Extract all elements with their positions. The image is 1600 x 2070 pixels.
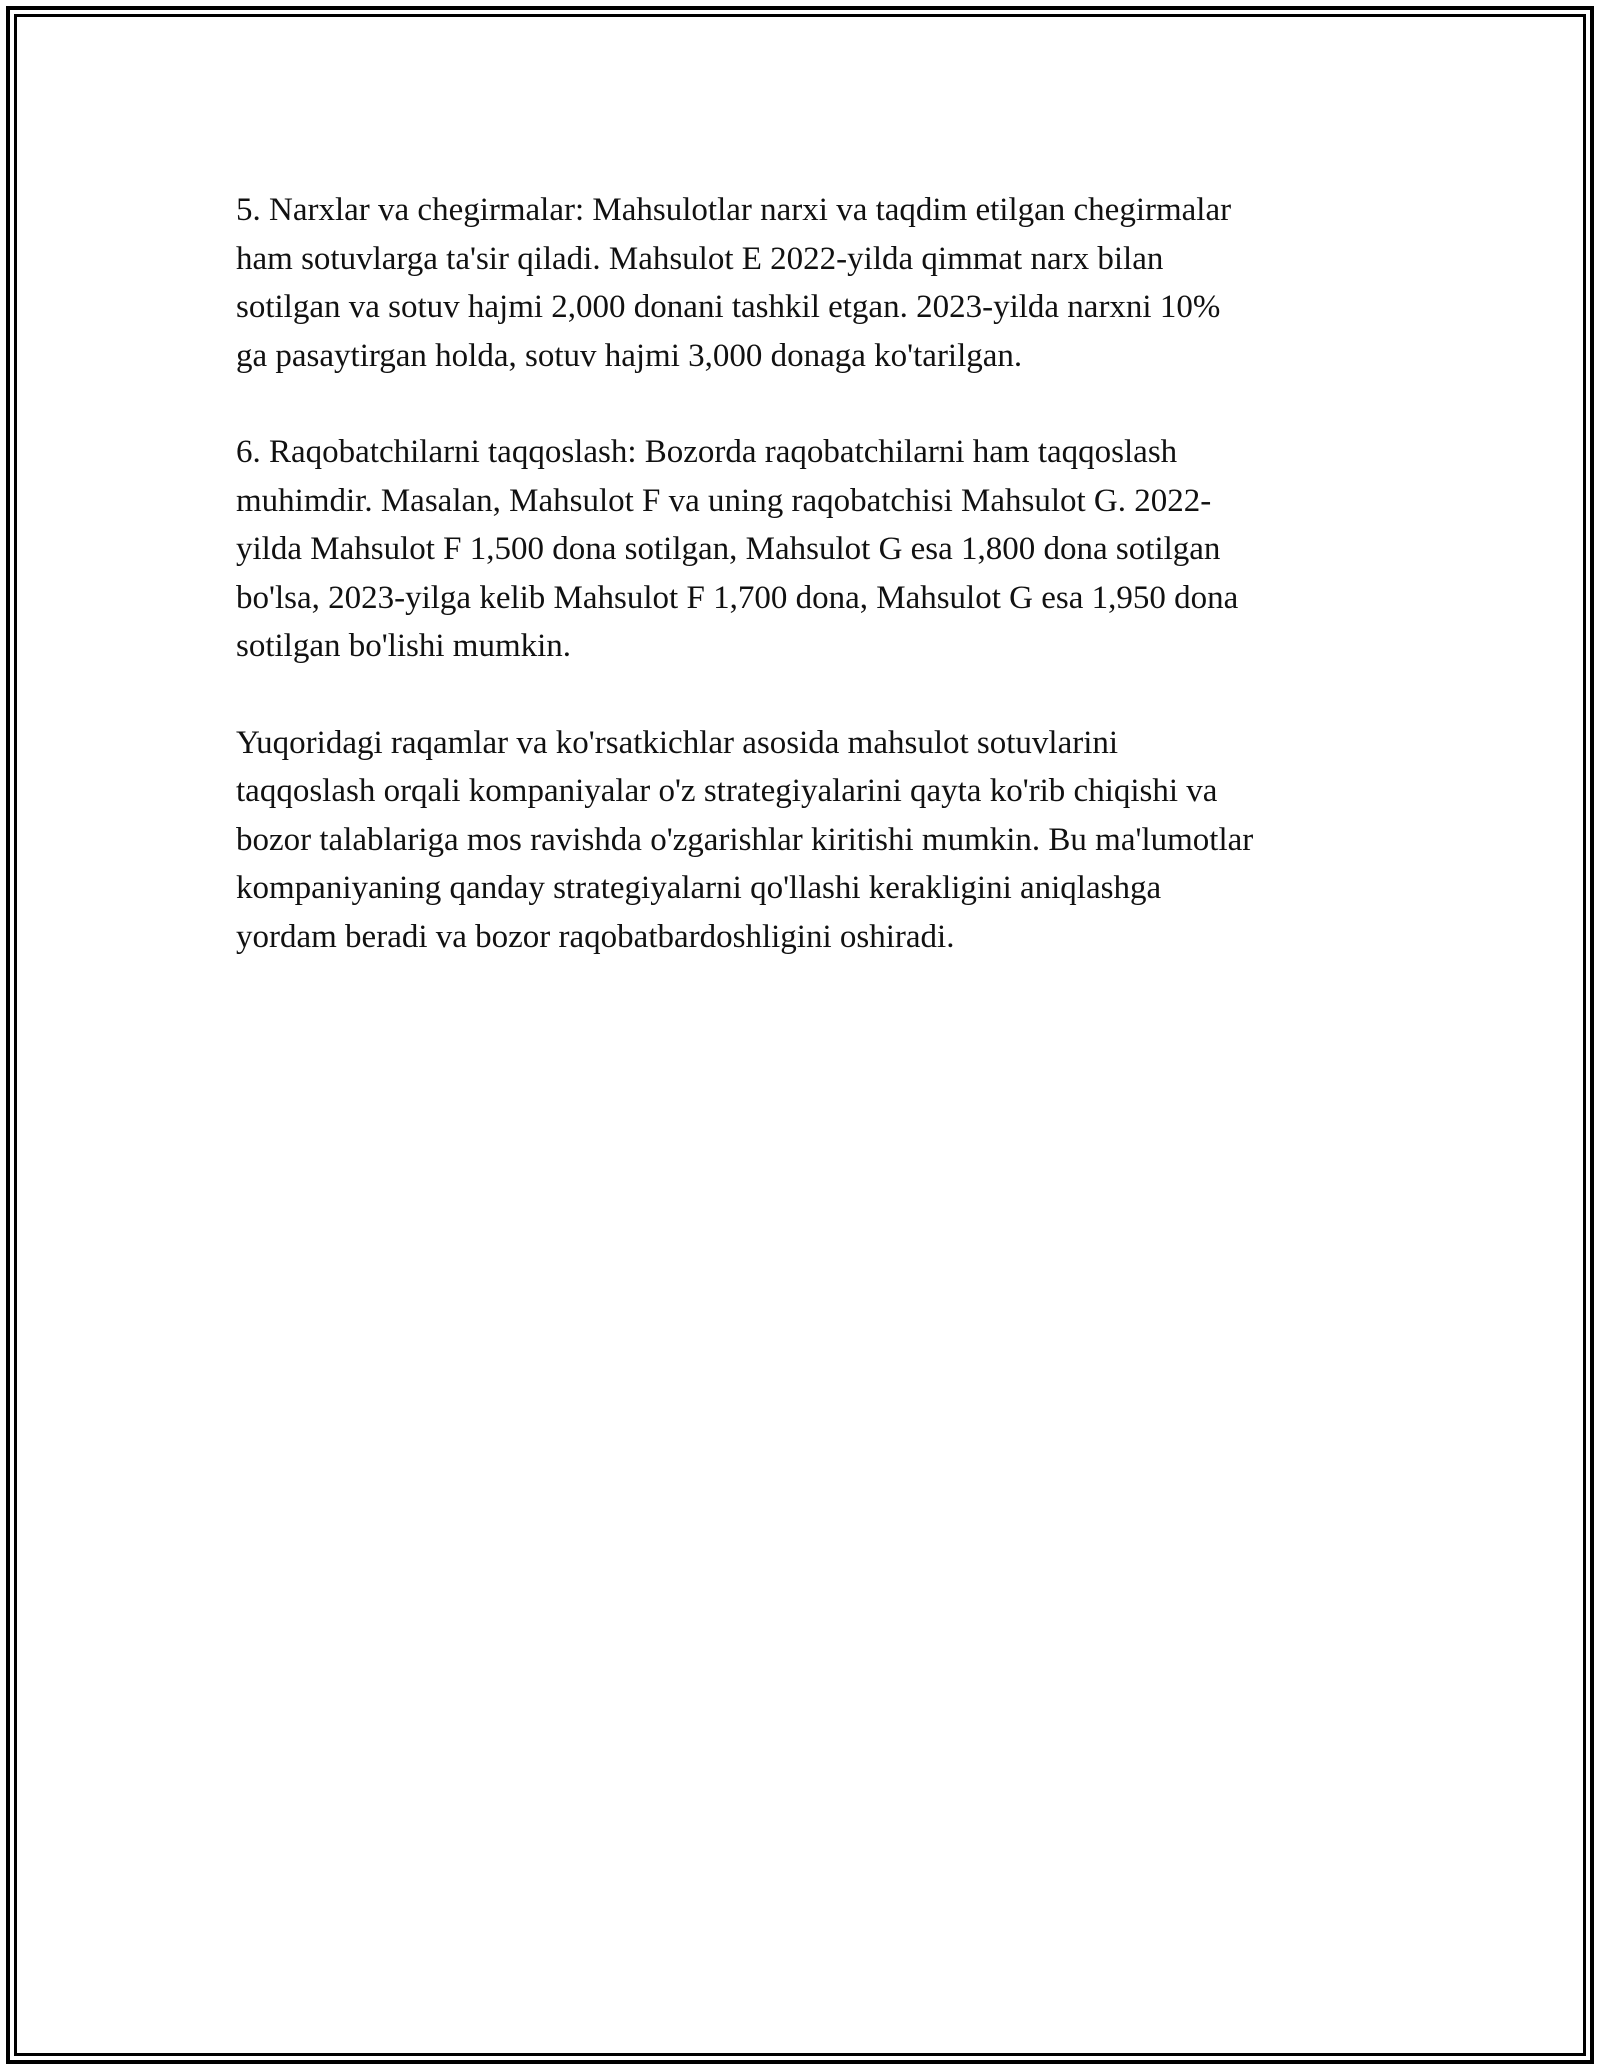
paragraph-conclusion: Yuqoridagi raqamlar va ko'rsatkichlar asosida mahsulot sotuvlarini taqqoslash orqali kompaniyalar o'z strategiyalarini qayta ko'rib chiqishi va bozor talablariga mos ravishda o'zgarishlar kiritishi mumkin. Bu ma'lumotlar kompaniyaning qanday strategiyalarni qo'llashi kerakligini aniqlashga yordam beradi va bozor raqobatbardoshligini oshiradi.	[236, 724, 1254, 955]
document-body	[236, 186, 1376, 1009]
paragraph-pricing-discounts: 5. Narxlar va chegirmalar: Mahsulotlar narxi va taqdim etilgan chegirmalar ham sotuvlarga ta'sir qiladi. Mahsulot E 2022-yilda qimmat narx bilan sotilgan va sotuv hajmi 2,000 donani tashkil etgan. 2023-yilda narxni 10% ga pasaytirgan holda, sotuv hajmi 3,000 donaga ko'tarilgan.	[236, 192, 1232, 374]
paragraph-competitor-comparison: 6. Raqobatchilarni taqqoslash: Bozorda raqobatchilarni ham taqqoslash muhimdir. Masalan, Mahsulot F va uning raqobatchisi Mahsulot G. 2022- yilda Mahsulot F 1,500 dona sotilgan, Mahsulot G esa 1,800 dona sotilgan bo'lsa, 2023-yilga kelib Mahsulot F 1,700 dona, Mahsulot G esa 1,950 dona sotilgan bo'lishi mumkin.	[236, 434, 1239, 664]
